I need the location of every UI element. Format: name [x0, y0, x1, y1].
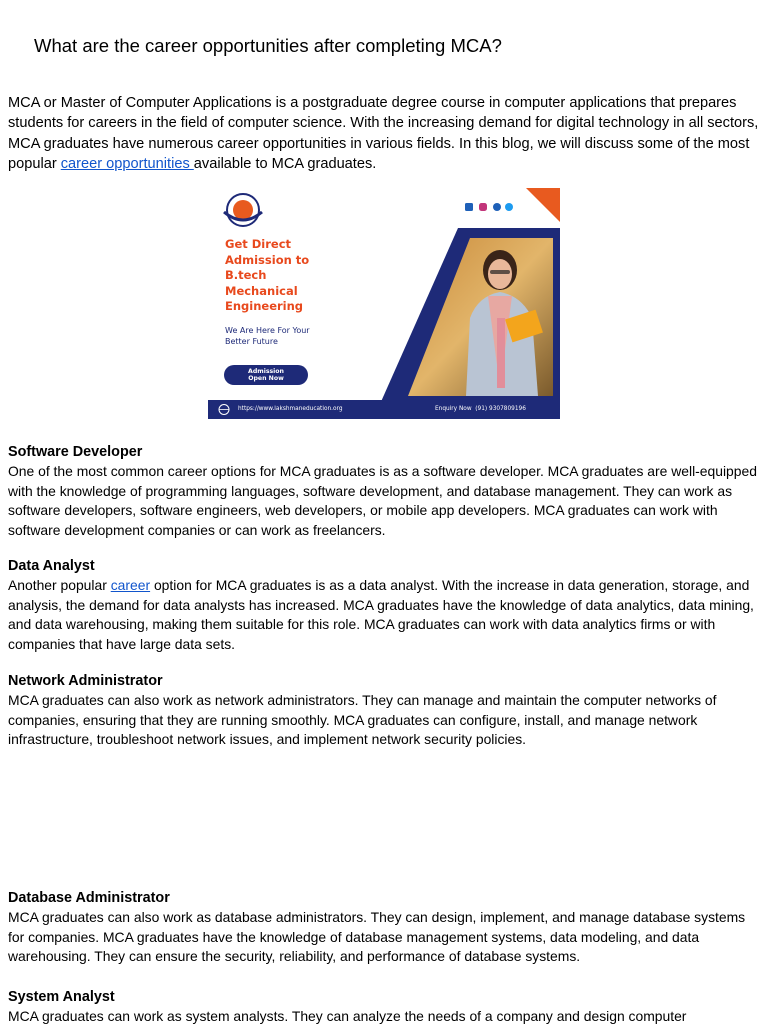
- data-analyst-text-after: option for MCA graduates is as a data analyst. With the increase in data generation, storage, and analysis, the demand for data analysts has increased. MCA graduates have the knowledge of data analytics, data mining, and data warehousing, making them suitable for this role. MCA graduates can work with data analytics firms or with companies that have large data sets.: [8, 577, 754, 652]
- intro-text-before: MCA or Master of Computer Applications is a postgraduate degree course in computer applications that prepares students for careers in the field of computer science. With the increasing demand for digital technology in all sectors, MCA graduates have numerous career opportunities in various fields. In this blog, we will discuss some of the most popular: [8, 95, 759, 172]
- section-heading-database-administrator: Database Administrator: [8, 890, 170, 906]
- section-body-system-analyst: MCA graduates can work as system analysts. They can analyze the needs of a company and design computer: [8, 1008, 687, 1024]
- headline-line: Mechanical: [225, 283, 298, 298]
- tagline-line: Better Future: [225, 337, 278, 346]
- section-heading-system-analyst: System Analyst: [8, 989, 115, 1005]
- intro-paragraph: [8, 93, 760, 174]
- career-opportunities-link[interactable]: career opportunities: [60, 155, 194, 172]
- banner-headline: [225, 237, 385, 315]
- section-body-data-analyst: [8, 576, 760, 654]
- intro-text-after: available to MCA graduates.: [193, 155, 377, 172]
- admission-open-button[interactable]: [224, 365, 308, 385]
- section-body-software-developer: One of the most common career options for MCA graduates is as a software developer. MCA graduates are well-equipped with the knowledge of programming languages, software development, and database management. They can work as software developers, software engineers, web developers, or mobile app developers. MCA graduates can work with software development companies or can work as freelancers.: [8, 463, 757, 538]
- career-link[interactable]: career: [110, 577, 151, 593]
- banner-website[interactable]: https://www.lakshmaneducation.org: [238, 406, 343, 412]
- headline-line: Admission to: [225, 252, 310, 267]
- section-body-database-administrator: MCA graduates can also work as database administrators. They can design, implement, and manage database systems for companies. MCA graduates have the knowledge of database management systems, data modeling, and data warehousing. They can ensure the security, reliability, and performance of database systems.: [8, 909, 746, 965]
- section-heading-software-developer: Software Developer: [8, 444, 143, 460]
- admission-banner-image[interactable]: [208, 188, 560, 419]
- headline-line: Get Direct: [225, 237, 292, 251]
- section-body-network-administrator: MCA graduates can also work as network administrators. They can manage and maintain the computer networks of companies, ensuring that they are running smoothly. MCA graduates can configure, install, and manage network infrastructure, troubleshoot network issues, and implement network security policies.: [8, 692, 717, 748]
- banner-enquiry: Enquiry Now (91) 9307809196: [435, 406, 526, 412]
- cta-line: Open Now: [248, 375, 284, 382]
- headline-line: Engineering: [225, 299, 304, 314]
- page-title: What are the career opportunities after completing MCA?: [34, 35, 502, 56]
- section-heading-data-analyst: Data Analyst: [8, 558, 95, 574]
- cta-line: Admission: [248, 367, 284, 375]
- data-analyst-text-before: Another popular: [8, 577, 111, 593]
- headline-line: B.tech: [225, 268, 267, 283]
- section-heading-network-administrator: Network Administrator: [8, 673, 163, 689]
- banner-tagline: [225, 325, 385, 347]
- tagline-line: We Are Here For Your: [225, 326, 310, 335]
